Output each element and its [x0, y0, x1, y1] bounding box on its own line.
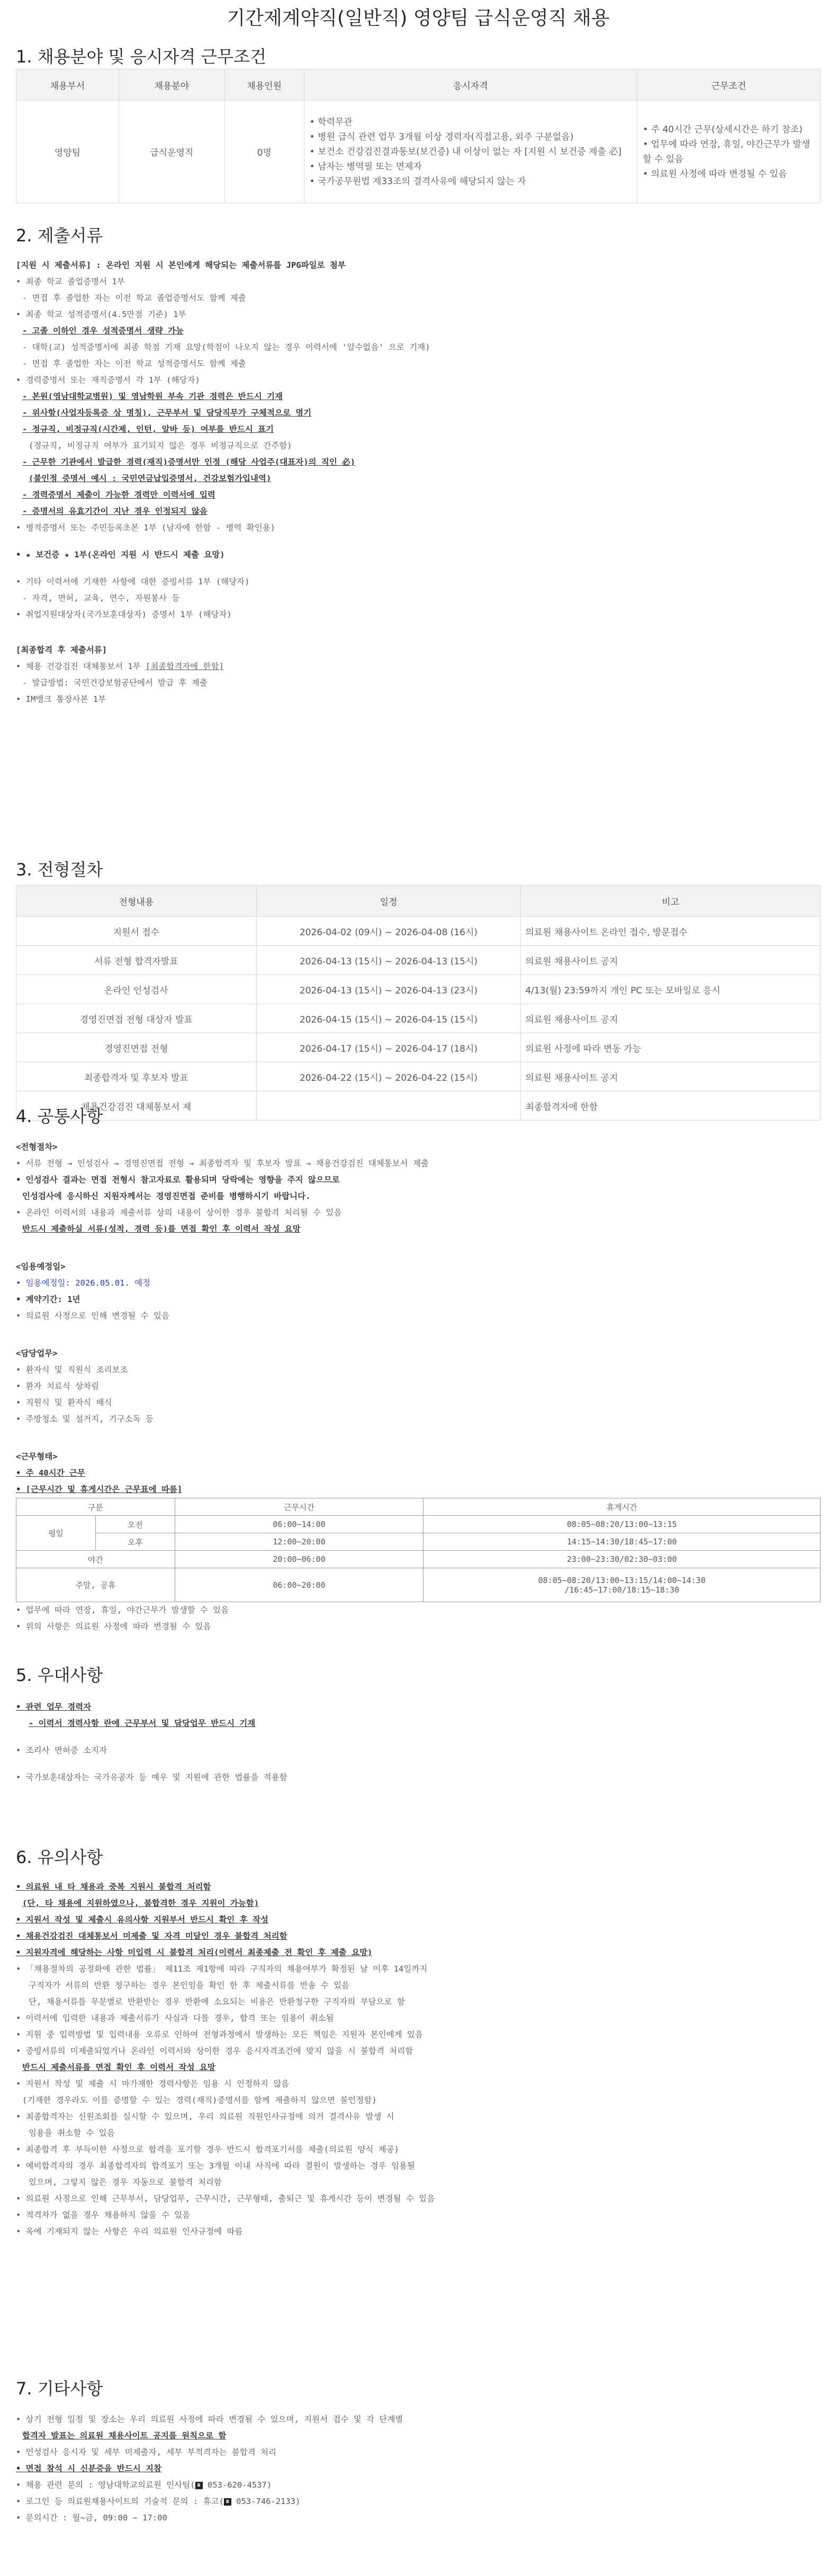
- qualification-item: • 병원 급식 관련 업무 3개월 이상 경력자(직접고용, 외주 구분없음): [310, 130, 632, 144]
- spacer: [16, 1324, 821, 1345]
- notice-line: • 예비합격자의 경우 최종합격자의 합격포기 또는 3개월 이내 사직에 따라 결원이 발생하는 경우 임용될: [16, 2158, 821, 2174]
- note-cell: 의료원 채용사이트 온라인 접수, 방문접수: [521, 917, 821, 946]
- etc-line: [16, 2493, 821, 2510]
- step-cell: 온라인 인성검사: [16, 975, 257, 1004]
- etc-line: 합격자 발표는 의료원 채용사이트 공지를 원칙으로 함: [22, 2431, 227, 2441]
- doc-line: - 자격, 면허, 교육, 연수, 자원봉사 등: [22, 593, 180, 603]
- shift-cell: 오전: [95, 1516, 175, 1533]
- common-line: 인성검사에 응시하신 지원자께서는 경영진면접 준비를 병행하시기 바랍니다.: [22, 1191, 311, 1201]
- pref-line: • 관련 업무 경력자: [16, 1699, 821, 1715]
- spacer: [16, 563, 821, 574]
- table-row: [16, 946, 821, 975]
- documents-block: [16, 257, 821, 708]
- notice-line: • 적격자가 없을 경우 채용하지 않을 수 있음: [16, 2207, 821, 2224]
- pref-line: • 국가보훈대상자는 국가유공자 등 예우 및 지원에 관한 법률을 적용함: [16, 1769, 821, 1786]
- field-cell: 급식운영직: [119, 101, 224, 203]
- col-header: 채용부서: [16, 69, 119, 101]
- work-hours-table: [16, 1498, 821, 1602]
- step-cell: 채용건강검진 대체통보서 제: [16, 1091, 257, 1120]
- col-header: 채용인원: [224, 69, 304, 101]
- weekday-cell: 평일: [16, 1516, 96, 1551]
- subheading: <전형절차>: [16, 1142, 58, 1152]
- col-header: 근무시간: [175, 1498, 423, 1516]
- dept-cell: 영양팀: [16, 101, 119, 203]
- contact-number: 053-746-2133): [231, 2497, 301, 2506]
- col-header: 채용분야: [119, 69, 224, 101]
- notice-line: 구직자가 서류의 반환 청구하는 경우 본인임을 확인 한 후 제출서류를 반송 수 있음: [29, 1981, 350, 1990]
- doc-line-text: 채용 건강검진 대체통보서 1부: [25, 662, 146, 671]
- doc-line: - 면접 후 졸업한 자는 이전 학교 성적증명서도 함께 제출: [22, 359, 246, 368]
- col-header: 비고: [521, 885, 821, 917]
- doc-line-note: [최종합격자에 한함]: [146, 662, 224, 671]
- common-line: • 계약기간: 1년: [16, 1291, 821, 1308]
- common-line: • 환자식 및 직원식 조리보조: [16, 1362, 821, 1378]
- qualifications-cell: [304, 101, 637, 203]
- condition-item: • 주 40시간 근무(상세시간은 하기 참조): [643, 122, 815, 137]
- step-cell: 지원서 접수: [16, 917, 257, 946]
- col-header: 전형내용: [16, 885, 257, 917]
- process-table-wrap: [16, 885, 821, 1120]
- spacer: [16, 1237, 821, 1259]
- notice-line: • 옥에 기재되지 않는 사항은 우리 의료원 인사규정에 따름: [16, 2224, 821, 2240]
- doc-line: • 취업지원대상자(국가보훈대상자) 증명서 1부 (해당자): [16, 607, 821, 623]
- date-cell: 2026-04-15 (15시) ~ 2026-04-15 (15시): [256, 1004, 521, 1033]
- notice-line: (기재한 경우라도 이를 증명할 수 있는 경력(재직)증명서를 함께 제출하지 않으면 불인정함): [22, 2095, 377, 2105]
- etc-line: [16, 2477, 821, 2493]
- doc-line: [16, 658, 821, 675]
- recruit-table-wrap: [16, 69, 821, 203]
- preference-block: [16, 1699, 821, 1786]
- common-line: • 주 40시간 근무: [16, 1465, 821, 1481]
- common-line: • 인성검사 결과는 면접 전형시 참고자료로 활용되며 당락에는 영향을 주지 않으므로: [16, 1172, 821, 1188]
- date-cell: 2026-04-17 (15시) ~ 2026-04-17 (18시): [256, 1033, 521, 1062]
- notice-line: • 지원 중 입력방법 및 입력내용 오류로 인하여 전형과정에서 발생하는 모든 책임은 지원자 본인에게 있음: [16, 2027, 821, 2043]
- recruit-table: [16, 69, 821, 203]
- doc-line: - 본원(영남대학교병원) 및 영남학원 부속 기관 경력은 반드시 기재: [22, 392, 283, 401]
- common-line: • 주방청소 및 설거지, 기구소독 등: [16, 1411, 821, 1427]
- page-title: 기간제계약직(일반직) 영양팀 급식운영직 채용: [227, 7, 610, 29]
- work-time-cell: 06:00~20:00: [175, 1568, 423, 1602]
- col-header: 일정: [256, 885, 521, 917]
- doc-line: - 대학(교) 성적증명서에 최종 학점 기재 요망(학점이 나오지 않는 경우 이력서에 '알수없음' 으로 기재): [22, 342, 430, 352]
- docs-intro: [지원 시 제출서류] : 온라인 지원 시 본인에게 해당되는 제출서류를 JPG파일로 첨부: [16, 260, 346, 270]
- common-line: • 임용예정일: 2026.05.01. 예정: [16, 1275, 821, 1291]
- conditions-cell: [637, 101, 821, 203]
- doc-line: - 고졸 이하인 경우 성적증명서 생략 가능: [22, 326, 184, 336]
- shift-cell: 오후: [95, 1533, 175, 1551]
- notice-line: • 지원자격에 해당하는 사항 미입력 시 불합격 처리(이력서 최종제출 전 확인 후 제출 요망): [16, 1945, 821, 1961]
- doc-line: - 발급방법: 국민건강보험공단에서 발급 후 제출: [22, 678, 208, 688]
- subheading: <근무형태>: [16, 1452, 58, 1461]
- note-cell: 최종합격자에 한함: [521, 1091, 821, 1120]
- work-time-cell: 06:00~14:00: [175, 1516, 423, 1533]
- section-3-heading: 3. 전형절차: [16, 860, 103, 880]
- col-header: 응시자격: [304, 69, 637, 101]
- shift-cell: 주말, 공휴: [16, 1568, 175, 1602]
- note-cell: 의료원 채용사이트 공지: [521, 946, 821, 975]
- pref-line: • 조리사 면허증 소지자: [16, 1742, 821, 1759]
- notice-line: • 증빙서류의 미제출되었거나 온라인 이력서와 상이한 경우 응시자격조건에 맞지 않을 시 불합격 처리함: [16, 2043, 821, 2059]
- section-1-heading: 1. 채용분야 및 응시자격 근무조건: [16, 47, 267, 67]
- doc-line: • 기타 이력서에 기재한 사항에 대한 증빙서류 1부 (해당자): [16, 574, 821, 590]
- common-line: • [근무시간 및 휴게시간은 근무표에 따름]: [16, 1481, 821, 1498]
- contact-text: 채용 관련 문의 : 영남대학교의료원 인사팀(: [25, 2480, 195, 2490]
- date-cell: 2026-04-22 (15시) ~ 2026-04-22 (15시): [256, 1062, 521, 1091]
- notice-line: • 의료원 내 타 채용과 중복 지원시 불합격 처리함: [16, 1879, 821, 1895]
- section-2-heading: 2. 제출서류: [16, 225, 103, 246]
- common-line: • 의료원 사정으로 인해 변경될 수 있음: [16, 1308, 821, 1324]
- notice-line: • 최종합격자는 신원조회를 실시할 수 있으며, 우리 의료원 직원인사규정에 의거 결격사유 발생 시: [16, 2109, 821, 2125]
- notice-line: • 지원서 작성 및 제출 시 마가재한 경력사항은 임용 시 인정하지 않음: [16, 2076, 821, 2092]
- spacer: [16, 1759, 821, 1769]
- doc-line: • 병적증명서 또는 주민등록초본 1부 (남자에 한함 - 병역 확인용): [16, 520, 821, 536]
- rest-time-cell: 14:15~14:30/18:45~17:00: [423, 1533, 821, 1551]
- doc-line: • IM뱅크 통장사본 1부: [16, 691, 821, 708]
- notice-line: • 의료원 사정으로 인해 근무부서, 담당업무, 근무시간, 근무형태, 출퇴근 및 휴게시간 등이 변경될 수 있음: [16, 2191, 821, 2207]
- col-header: 근무조건: [637, 69, 821, 101]
- notice-line: • 지원서 작성 및 제출시 유의사항 지원부서 반드시 확인 후 작성: [16, 1912, 821, 1928]
- spacer: [16, 536, 821, 547]
- contact-number: 053-620-4537): [202, 2480, 272, 2490]
- section-5-heading: 5. 우대사항: [16, 1665, 103, 1685]
- notice-line: (단, 타 채용에 지원하였으나, 불합격한 경우 지원이 가능함): [22, 1899, 259, 1908]
- condition-item: • 의료원 사정에 따라 변경될 수 있음: [643, 167, 815, 182]
- notice-line: • 채용건강검진 대체통보서 미제출 및 자격 미달인 경우 불합격 처리함: [16, 1928, 821, 1945]
- notice-block: [16, 1879, 821, 2240]
- col-header: 구분: [16, 1498, 175, 1516]
- subheading: <담당업무>: [16, 1349, 58, 1358]
- phone-icon: ☎: [195, 2482, 203, 2489]
- doc-line: - 정규직, 비정규직(시간제, 인턴, 알바 등) 여부를 반드시 표기: [22, 424, 274, 434]
- notice-line: 임용을 취소할 수 있음: [29, 2128, 115, 2138]
- rest-time-line: 08:05~08:20/13:00~13:15/14:00~14:30: [538, 1575, 706, 1585]
- doc-line: [16, 405, 821, 421]
- etc-line: • 면접 참석 시 신분증을 반드시 지참: [16, 2461, 821, 2477]
- work-time-cell: 12:00~20:00: [175, 1533, 423, 1551]
- step-cell: 경영진면접 전형 대상자 발표: [16, 1004, 257, 1033]
- doc-line: - 면접 후 졸업한 자는 이전 학교 졸업증명서도 함께 제출: [22, 293, 246, 303]
- notice-line: 있으며, 그렇지 않은 경우 자동으로 불합격 처리함: [29, 2177, 222, 2187]
- doc-line: - 근무한 기관에서 발급한 경력(재직)증명서만 인정 (해당 사업주(대표자)의 직인 必): [22, 457, 355, 467]
- common-line: • 직원식 및 환자식 배식: [16, 1395, 821, 1411]
- qualification-item: • 학력무관: [310, 115, 632, 130]
- pref-line: - 이력서 경력사항 란에 근무부서 및 담당업무 반드시 기재: [29, 1719, 256, 1728]
- common-line: • 업무에 따라 연장, 휴일, 야간근무가 발생할 수 있음: [16, 1602, 821, 1619]
- rest-time-line: /16:45~17:00/18:15~18:30: [564, 1585, 680, 1595]
- step-cell: 서류 전형 합격자발표: [16, 946, 257, 975]
- date-cell: 2026-04-13 (15시) ~ 2026-04-13 (23시): [256, 975, 521, 1004]
- etc-line: • 인성검사 응시자 및 세부 미제출자, 세부 부적격자는 불합격 처리: [16, 2444, 821, 2461]
- subheading: <임용예정일>: [16, 1262, 66, 1271]
- note-cell: 의료원 사정에 따라 변동 가능: [521, 1033, 821, 1062]
- notice-line: • 이력서에 입력한 내용과 제출서류가 사실과 다를 경우, 합격 또는 임용이 취소됨: [16, 2010, 821, 2027]
- etc-line: • 문의시간 : 월~금, 09:00 ~ 17:00: [16, 2510, 821, 2526]
- spacer: [16, 1427, 821, 1449]
- process-table: [16, 885, 821, 1120]
- contact-text: 로그인 등 의료원채용사이트의 기술적 문의 : 휴고(: [25, 2497, 224, 2506]
- shift-cell: 야간: [16, 1551, 175, 1568]
- count-cell: 0명: [224, 101, 304, 203]
- doc-line: (정규직, 비정규직 여부가 표기되지 않은 경우 비정규직으로 간주함): [29, 441, 292, 450]
- date-cell: 2026-04-02 (09시) ~ 2026-04-08 (16시): [256, 917, 521, 946]
- section-6-heading: 6. 유의사항: [16, 1847, 103, 1867]
- doc-line: - 경력증명서 제출이 가능한 경력만 이력서에 입력: [22, 490, 215, 500]
- spacer: [16, 1732, 821, 1742]
- common-block: [16, 1139, 821, 1635]
- etc-block: [16, 2411, 821, 2526]
- doc-line: (불인정 증명서 예시 : 국민연금납입증명서, 건강보험가입내역): [29, 474, 272, 483]
- final-docs-intro: [최종합격 후 제출서류]: [16, 645, 107, 655]
- note-cell: 의료원 채용사이트 공지: [521, 1062, 821, 1091]
- common-line: • 위의 사항은 의료원 사정에 따라 변경될 수 있음: [16, 1619, 821, 1635]
- doc-line: • 경력증명서 또는 재직증명서 각 1부 (해당자): [16, 372, 821, 388]
- page: [16, 0, 821, 2523]
- doc-line: • 최종 학교 성적증명서(4.5만점 기준) 1부: [16, 306, 821, 323]
- notice-line: 단, 채용서류를 무분별로 반환받는 경우 반환에 소요되는 비용은 반환청구한 구직자의 부담으로 함: [29, 1997, 405, 2006]
- health-cert-line: • ★ 보건증 ★ 1부(온라인 지원 시 반드시 제출 요망): [16, 547, 821, 563]
- etc-line: • 상기 전형 일정 및 장소는 우리 의료원 사정에 따라 변경될 수 있으며, 지원서 접수 및 각 단계별: [16, 2411, 821, 2428]
- common-line: • 온라인 이력서의 내용과 제출서류 상의 내용이 상이한 경우 불합격 처리될 수 있음: [16, 1205, 821, 1221]
- rest-time-cell: [423, 1568, 821, 1602]
- phone-icon: ☎: [224, 2498, 231, 2506]
- step-cell: 경영진면접 전형: [16, 1033, 257, 1062]
- table-row: [16, 917, 821, 946]
- notice-line: • 최종합격 후 부득이한 사정으로 합격을 포기할 경우 반드시 합격포기서를 제출(의료원 양식 제공): [16, 2141, 821, 2158]
- notice-line: 반드시 제출서류를 면접 확인 후 이력서 작성 요망: [22, 2063, 215, 2072]
- table-row: [16, 975, 821, 1004]
- doc-line-text: - 위사항(사업자등록증 상 명칭), 근무부서 및 담당직무가 구체적으로 명기: [22, 408, 312, 418]
- col-header: 휴게시간: [423, 1498, 821, 1516]
- table-row: [16, 1004, 821, 1033]
- doc-line: • 최종 학교 졸업증명서 1부: [16, 274, 821, 290]
- qualification-item: • 남자는 병역필 또는 면제자: [310, 159, 632, 174]
- date-cell: [256, 1091, 521, 1120]
- section-7-heading: 7. 기타사항: [16, 2379, 103, 2399]
- condition-item: • 업무에 따라 연장, 휴일, 야간근무가 발생할 수 있음: [643, 137, 815, 167]
- work-time-cell: 20:00~06:00: [175, 1551, 423, 1568]
- table-row: [16, 1091, 821, 1120]
- common-line: • 서류 전형 → 인성검사 → 경영진면접 전형 → 최종합격자 및 후보자 발표 → 채용건강검진 대체통보서 제출: [16, 1155, 821, 1172]
- qualification-item: • 보건소 건강검진결과통보(보건증) 내 이상이 없는 자 [지원 시 보건증 제출 必]: [310, 144, 632, 159]
- doc-line: - 증명서의 유효기간이 지난 경우 인정되지 않음: [22, 507, 208, 516]
- notice-line: • 「채용절차의 공정화에 관한 법률」 제11조 제1항에 따라 구직자의 채용여부가 확정된 날 이후 14일까지: [16, 1961, 821, 1977]
- section-4-heading: 4. 공통사항: [16, 1106, 103, 1126]
- note-cell: 4/13(월) 23:59까지 개인 PC 또는 모바일로 응시: [521, 975, 821, 1004]
- table-row: [16, 1062, 821, 1091]
- spacer: [16, 623, 821, 642]
- table-row: [16, 1033, 821, 1062]
- common-line: 반드시 제출하실 서류(성적, 경력 등)를 면접 확인 후 이력서 작성 요망: [22, 1224, 301, 1234]
- rest-time-cell: 23:00~23:30/02:30~03:00: [423, 1551, 821, 1568]
- qualification-item: • 국가공무원법 제33조의 결격사유에 해당되지 않는 자: [310, 174, 632, 189]
- step-cell: 최종합격자 및 후보자 발표: [16, 1062, 257, 1091]
- date-cell: 2026-04-13 (15시) ~ 2026-04-13 (15시): [256, 946, 521, 975]
- common-line: • 환자 치료식 상차림: [16, 1378, 821, 1395]
- rest-time-cell: 08:05~08:20/13:00~13:15: [423, 1516, 821, 1533]
- note-cell: 의료원 채용사이트 공지: [521, 1004, 821, 1033]
